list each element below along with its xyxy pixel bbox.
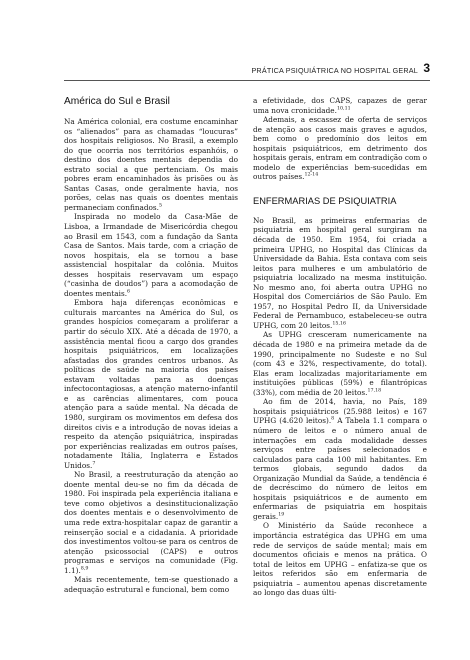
header-rule bbox=[64, 80, 430, 81]
paragraph: Ademais, a escassez de oferta de serviços de atenção aos casos mais graves e agudos, bem como o predomínio dos leitos em hospitais psiquiátricos, em detrimento dos hospitais gerais, entram em contradição com o modelo de experiências bem-sucedidas em outros países.$^{12-14}$ bbox=[253, 115, 427, 182]
citation-superscript: 7 bbox=[92, 461, 96, 467]
paragraph: Mais recentemente, tem-se questionado a adequação estrutural e funcional, bem como bbox=[64, 575, 238, 594]
citation-superscript: 6 bbox=[127, 289, 131, 295]
citation-superscript: 19 bbox=[278, 512, 285, 518]
left-column bbox=[64, 96, 238, 594]
paragraph: Inspirada no modelo da Casa-Mãe de Lisboa, a Irmandade de Misericórdia chegou ao Brasil em 1543, com a fundação da Santa Casa de Santos. Mais tarde, com a criação de novos hospitais, ela se tornou a base assistencial hospitalar da colônia. Muitos desses hospitais reservavam um espaço (“casinha de doudos”) para a acomodação de doentes mentais.$^6$ bbox=[64, 212, 238, 298]
citation-superscript: 12-14 bbox=[304, 172, 319, 178]
right-column bbox=[253, 96, 427, 598]
paragraph: O Ministério da Saúde reconhece a importância estratégica das UPHG em uma rede de serviços de saúde mental; mais em documentos oficiais e menos na prática. O total de leitos em UPHG – enfatiza-se que os leitos referidos são em enfermaria de psiquiatria – aumentou apenas discretamente ao longo das duas últi- bbox=[253, 521, 427, 598]
paragraph: No Brasil, a reestruturação da atenção ao doente mental deu-se no fim da década de 1980. Foi inspirada pela experiência italiana e teve como objetivos a desinstitucionalização dos doentes mentais e o desenvolvimento de uma rede extra-hospitalar capaz de garantir a reinserção social e a cidadania. A prioridade dos investimentos voltou-se para os centros de atenção psicossocial (CAPS) e outros programas e serviços na comunidade (Fig. 1.1).$^{8,9}$ bbox=[64, 470, 238, 575]
page-number: 3 bbox=[423, 61, 430, 75]
citation-superscript: 8 bbox=[331, 416, 335, 422]
section-title-america-do-sul: América do Sul e Brasil bbox=[64, 96, 170, 107]
paragraph: Ao fim de 2014, havia, no País, 189 hospitais psiquiátricos (25.988 leitos) e 167 UPHG (4.620 leitos).$^8$ A Tabela 1.1 compara o número de leitos e o número anual de internações em cada modalidade desses serviços entre países selecionados e calculados para cada 100 mil habitantes. Em termos globais, segundo dados da Organização Mundial da Saúde, a tendência é de decréscimo do número de leitos em hospitais psiquiátricos e de aumento em enfermarias de psiquiatria em hospitais gerais.$^{19}$ bbox=[253, 397, 427, 521]
running-header-title: PRÁTICA PSIQUIÁTRICA NO HOSPITAL GERAL bbox=[251, 66, 418, 75]
citation-superscript: 15,16 bbox=[332, 321, 347, 327]
paragraph: Na América colonial, era costume encaminhar os “alienados” para as chamadas “loucuras” dos hospitais religiosos. No Brasil, a exemplo do que ocorria nos territórios espanhóis, o destino dos doentes mentais dependia do estrato social a que pertenciam. Os mais pobres eram encaminhados às prisões ou às Santas Casas, onde geralmente havia, nos porões, celas nas quais os doentes mentais permaneciam confinados.$^5$ bbox=[64, 117, 238, 212]
paragraph: Embora haja diferenças econômicas e culturais marcantes na América do Sul, os grandes hospícios começaram a proliferar a partir do século XIX. Até a década de 1970, a assistência mental ficou a cargo dos grandes hospitais psiquiátricos, em localizações afastadas dos grandes centros urbanos. As políticas de saúde na maioria dos países estavam voltadas para as doenças infectocontagiosas, a atenção materno-infantil e as carências alimentares, com pouca atenção para a saúde mental. Na década de 1980, surgiram os movimentos em defesa dos direitos civis e a introdução de novas ideias a respeito da atenção psiquiátrica, inspiradas por experiências realizadas em outros países, notadamente Itália, Inglaterra e Estados Unidos.$^7$ bbox=[64, 298, 238, 470]
paragraph: No Brasil, as primeiras enfermarias de psiquiatria em hospital geral surgiram na década de 1950. Em 1954, foi criada a primeira UPHG, no Hospital das Clínicas da Universidade da Bahia. Esta contava com seis leitos para mulheres e um ambulatório de psiquiatria localizado na mesma instituição. No mesmo ano, foi aberta outra UPHG no Hospital dos Comerciários de São Paulo. Em 1957, no Hospital Pedro II, da Universidade Federal de Pernambuco, estabeleceu-se outra UPHG, com 20 leitos.$^{15,16}$ bbox=[253, 215, 427, 330]
citation-superscript: 5 bbox=[159, 203, 163, 209]
citation-superscript: 8,9 bbox=[80, 566, 89, 572]
citation-superscript: 10,11 bbox=[336, 106, 351, 112]
citation-superscript: 17,18 bbox=[367, 388, 382, 394]
section-title-enfermarias: ENFERMARIAS DE PSIQUIATRIA bbox=[253, 195, 397, 206]
paragraph: As UPHG cresceram numericamente na década de 1980 e na primeira metade da de 1990, principalmente no Sudeste e no Sul (com 43 e 32%, respectivamente, do total). Elas eram localizadas majoritariamente em instituições públicas (59%) e filantrópicas (33%), com média de 20 leitos.$^{17,18}$ bbox=[253, 330, 427, 397]
paragraph: a efetividade, dos CAPS, capazes de gerar uma nova cronicidade.$^{10,11}$ bbox=[253, 96, 427, 115]
